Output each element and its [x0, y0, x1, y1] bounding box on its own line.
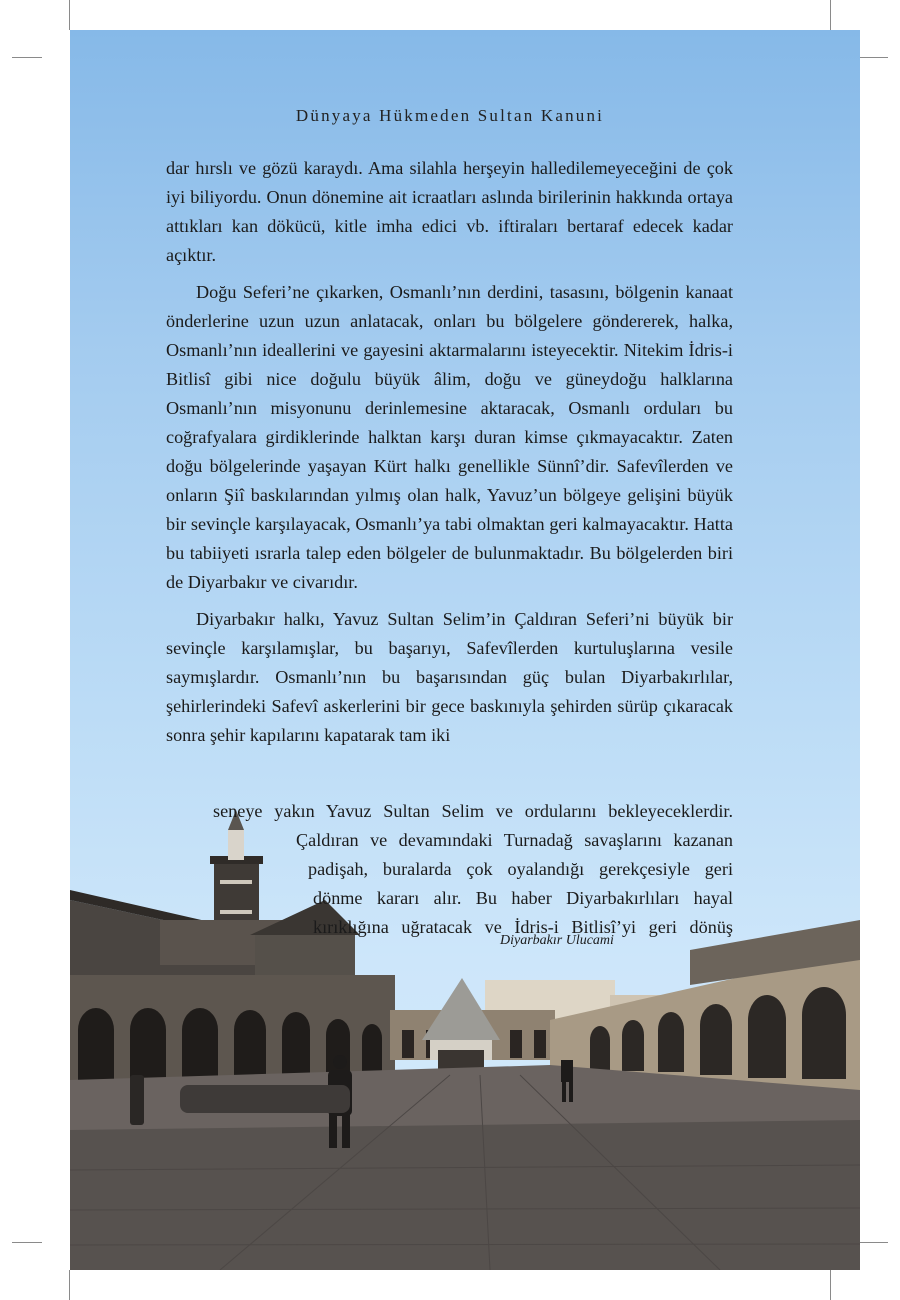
- paragraph: Diyarbakır halkı, Yavuz Sultan Selim’in Çaldıran Seferi’ni büyük bir sevinçle karşılamışlar, bu başarıyı, Safevîlerden kurtuluşlarına vesile saymışlardır. Osmanlı’nın bu başarısından güç bulan Diyarbakırlılar, şehirlerindeki Safevî askerlerini bir gece baskınıyla şehirden sürüp çıkaracak sonra şehir kapılarını kapatarak tam iki: [166, 609, 733, 745]
- text-line: kırıklığına uğratacak ve İdris-i Bitlisî’yi geri dönüş: [313, 917, 733, 937]
- book-page: [70, 30, 860, 1270]
- paragraph: dar hırslı ve gözü karaydı. Ama silahla herşeyin halledilemeyeceğini de çok iyi biliyordu. Onun dönemine ait icraatları aslında birilerinin hakkında ortaya attıkları kan dökücü, kitle imha edici vb. iftiraları bertaraf edecek kadar açıktır.: [166, 158, 733, 265]
- crop-mark: [12, 1242, 42, 1243]
- text-line: seneye yakın Yavuz Sultan Selim ve ordularını bekleyeceklerdir.: [213, 801, 733, 821]
- body-text: [166, 154, 733, 750]
- text-line: dönme kararı alır. Bu haber Diyarbakırlıları hayal: [313, 888, 733, 908]
- text-line: padişah, buralarda çok oyalandığı gerekçesiyle geri: [308, 859, 733, 879]
- paragraph-wrap-around-image: [213, 797, 733, 942]
- crop-mark: [830, 0, 831, 30]
- crop-mark: [69, 0, 70, 30]
- crop-mark: [12, 57, 42, 58]
- crop-mark: [830, 1270, 831, 1300]
- paragraph: Doğu Seferi’ne çıkarken, Osmanlı’nın derdini, tasasını, bölgenin kanaat önderlerine uzun uzun anlatacak, onları bu bölgelere göndererek, halka, Osmanlı’nın ideallerini ve gayesini aktarmalarını isteyecektir. Nitekim İdris-i Bitlisî gibi nice doğulu büyük âlim, doğu ve güneydoğu halklarına Osmanlı’nın misyonunu derinlemesine aktaracak, Osmanlı orduları bu coğrafyalara girdiklerinde halktan karşı duran kimse çıkmayacaktır. Zaten doğu bölgelerinde yaşayan Kürt halkı genellikle Sünnî’dir. Safevîlerden ve onların Şiî baskılarından yılmış olan halk, Yavuz’un bölgeye gelişini büyük bir sevinçle karşılayacak, Osmanlı’ya tabi olmaktan geri kalmayacaktır. Hatta bu tabiiyeti ısrarla talep eden bölgeler de bulunmaktadır. Bu bölgelerden biri de Diyarbakır ve civarıdır.: [166, 282, 733, 592]
- crop-mark: [858, 57, 888, 58]
- crop-mark: [858, 1242, 888, 1243]
- crop-mark: [69, 1270, 70, 1300]
- running-head: Dünyaya Hükmeden Sultan Kanuni: [295, 106, 605, 125]
- photo-caption: Diyarbakır Ulucami: [500, 933, 614, 948]
- text-line: Çaldıran ve devamındaki Turnadağ savaşlarını kazanan: [296, 830, 733, 850]
